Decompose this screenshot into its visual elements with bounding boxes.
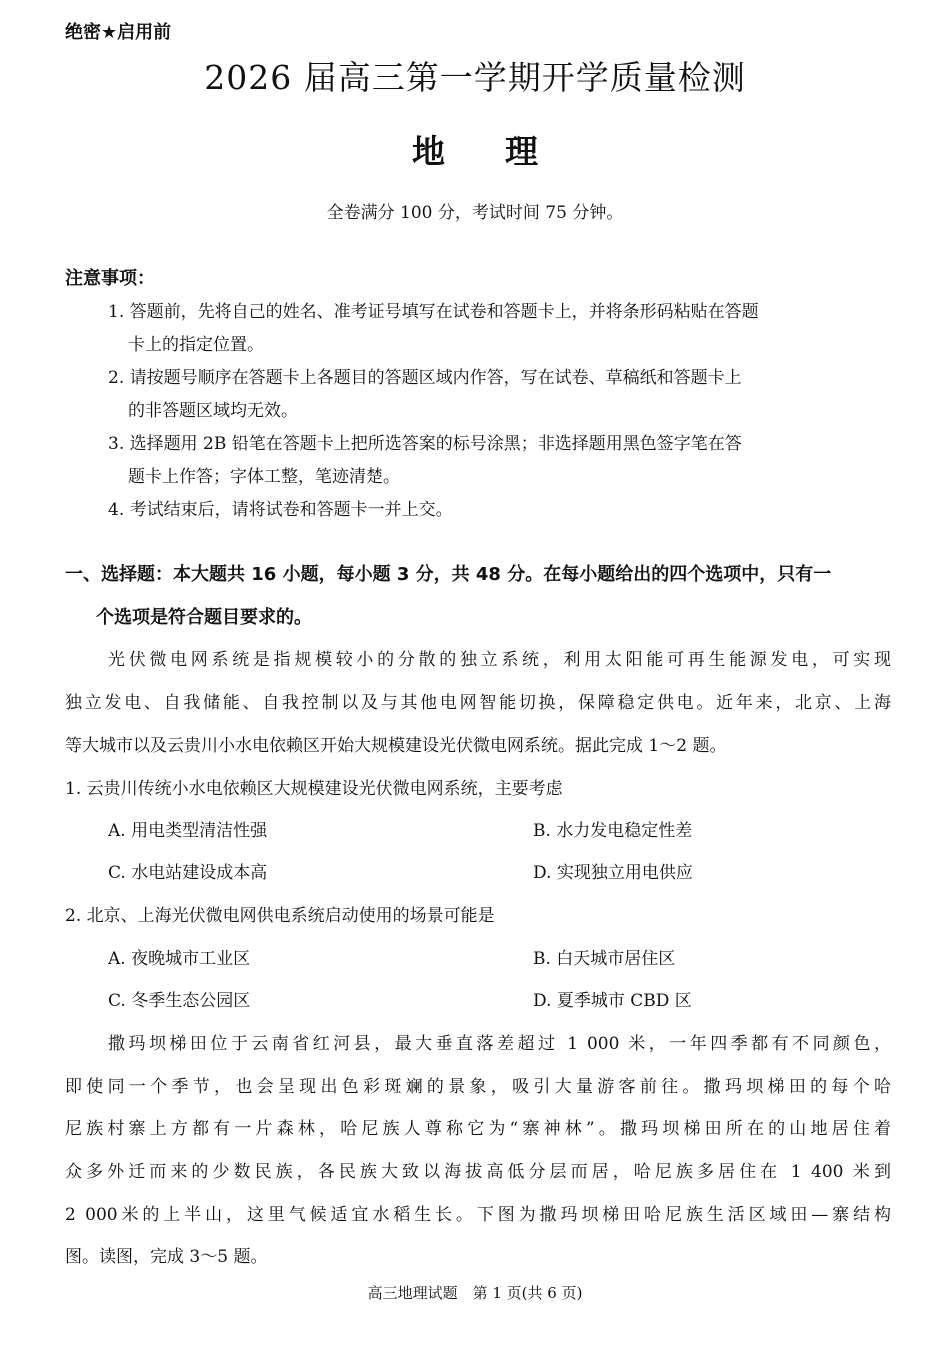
passage-1-line-3: 等大城市以及云贵川小水电依赖区开始大规模建设光伏微电网系统。据此完成 1～2 题。 (65, 736, 727, 756)
notice-item-3-cont: 题卡上作答；字体工整，笔迹清楚。 (128, 467, 400, 487)
question-2-option-c: C. 冬季生态公园区 (108, 991, 251, 1011)
passage-2-line-4: 众多外迁而来的少数民族，各民族大致以海拔高低分层而居，哈尼族多居住在 1 400 米到 (65, 1162, 891, 1182)
question-1-stem: 1. 云贵川传统小水电依赖区大规模建设光伏微电网系统，主要考虑 (65, 779, 563, 799)
passage-2-line-2: 即使同一个季节，也会呈现出色彩斑斓的景象，吸引大量游客前往。撒玛坝梯田的每个哈 (65, 1077, 891, 1097)
notice-item-3: 3. 选择题用 2B 铅笔在答题卡上把所选答案的标号涂黑；非选择题用黑色签字笔在答 (108, 434, 742, 454)
question-1-option-c: C. 水电站建设成本高 (108, 863, 268, 883)
notice-item-1: 1. 答题前，先将自己的姓名、准考证号填写在试卷和答题卡上，并将条形码粘贴在答题 (108, 302, 759, 322)
passage-1-line-2: 独立发电、自我储能、自我控制以及与其他电网智能切换，保障稳定供电。近年来，北京、上海 (65, 693, 891, 713)
passage-1-line-1: 光伏微电网系统是指规模较小的分散的独立系统，利用太阳能可再生能源发电，可实现 (108, 650, 891, 670)
question-2-stem: 2. 北京、上海光伏微电网供电系统启动使用的场景可能是 (65, 906, 495, 926)
question-1-option-a: A. 用电类型清洁性强 (108, 821, 268, 841)
question-1-option-b: B. 水力发电稳定性差 (533, 821, 693, 841)
notice-item-2-cont: 的非答题区域均无效。 (128, 401, 298, 421)
section-heading-line2: 个选项是符合题目要求的。 (96, 607, 312, 628)
notice-item-2: 2. 请按题号顺序在答题卡上各题目的答题区域内作答，写在试卷、草稿纸和答题卡上 (108, 368, 742, 388)
question-2-option-a: A. 夜晚城市工业区 (108, 949, 251, 969)
confidential-label: 绝密★启用前 (65, 22, 172, 43)
passage-2-line-1: 撒玛坝梯田位于云南省红河县，最大垂直落差超过 1 000 米，一年四季都有不同颜色， (108, 1034, 891, 1054)
question-2-option-b: B. 白天城市居住区 (533, 949, 676, 969)
question-1-option-d: D. 实现独立用电供应 (533, 863, 693, 883)
section-heading-line1: 一、选择题：本大题共 16 小题，每小题 3 分，共 48 分。在每小题给出的四个选项中，只有一 (65, 564, 832, 585)
notice-item-1-cont: 卡上的指定位置。 (128, 335, 264, 355)
passage-2-line-6: 图。读图，完成 3～5 题。 (65, 1247, 268, 1267)
score-info: 全卷满分 100 分，考试时间 75 分钟。 (326, 203, 624, 223)
exam-title: 2026 届高三第一学期开学质量检测 (204, 58, 746, 97)
passage-2-line-3: 尼族村寨上方都有一片森林，哈尼族人尊称它为“寨神林”。撒玛坝梯田所在的山地居住着 (65, 1119, 891, 1139)
notice-item-4: 4. 考试结束后，请将试卷和答题卡一并上交。 (108, 500, 453, 520)
page-footer: 高三地理试题 第 1 页(共 6 页) (367, 1284, 583, 1302)
notice-heading: 注意事项： (65, 268, 155, 289)
question-2-option-d: D. 夏季城市 CBD 区 (533, 991, 692, 1011)
subject-title: 地理 (412, 132, 598, 171)
passage-2-line-5: 2 000米的上半山，这里气候适宜水稻生长。下图为撒玛坝梯田哈尼族生活区域田—寨结构 (65, 1205, 891, 1225)
